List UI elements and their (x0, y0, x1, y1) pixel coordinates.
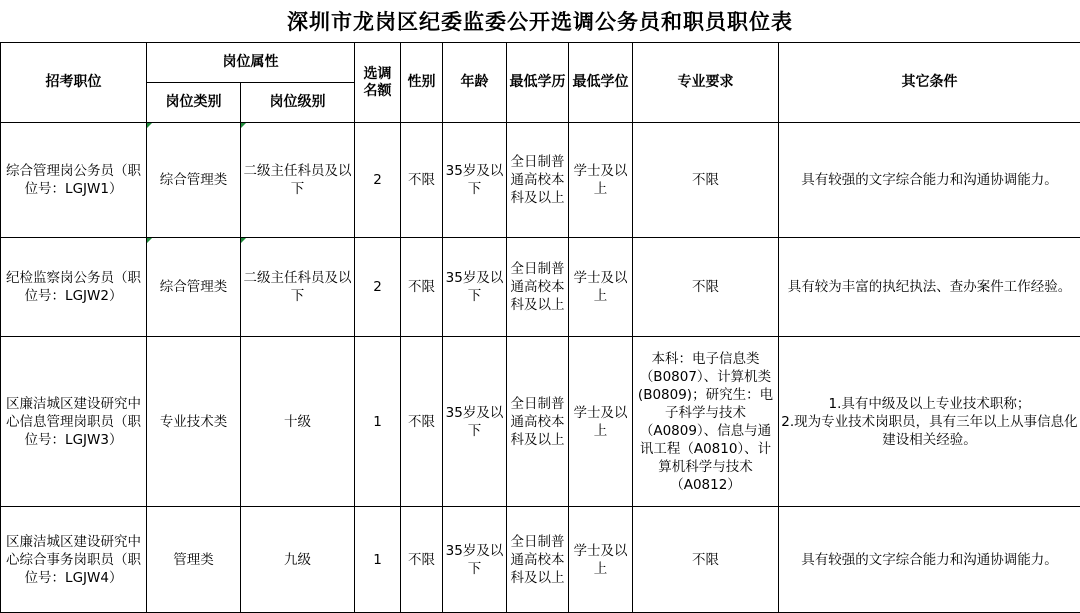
cell-gender: 不限 (401, 337, 443, 507)
header-position: 招考职位 (1, 43, 147, 123)
header-attr-type: 岗位类别 (147, 83, 241, 123)
cell-level: 二级主任科员及以下 (241, 238, 355, 337)
cell-quota: 2 (355, 238, 401, 337)
header-education: 最低学历 (507, 43, 569, 123)
cell-gender: 不限 (401, 238, 443, 337)
header-major: 专业要求 (633, 43, 779, 123)
cell-degree: 学士及以上 (569, 123, 633, 238)
cell-type: 管理类 (147, 507, 241, 613)
cell-gender: 不限 (401, 507, 443, 613)
cell-degree: 学士及以上 (569, 238, 633, 337)
cell-other: 具有较强的文字综合能力和沟通协调能力。 (779, 123, 1080, 238)
cell-major: 不限 (633, 123, 779, 238)
cell-quota: 2 (355, 123, 401, 238)
cell-position: 综合管理岗公务员（职位号：LGJW1） (1, 123, 147, 238)
cell-education: 全日制普通高校本科及以上 (507, 507, 569, 613)
cell-age: 35岁及以下 (443, 123, 507, 238)
cell-quota: 1 (355, 337, 401, 507)
cell-position: 区廉洁城区建设研究中心信息管理岗职员（职位号：LGJW3） (1, 337, 147, 507)
cell-degree: 学士及以上 (569, 507, 633, 613)
table-row (1, 507, 1080, 613)
cell-other: 具有较为丰富的执纪执法、查办案件工作经验。 (779, 238, 1080, 337)
header-row-1 (1, 43, 1080, 83)
cell-education: 全日制普通高校本科及以上 (507, 123, 569, 238)
cell-major: 不限 (633, 507, 779, 613)
table-row (1, 238, 1080, 337)
header-age: 年龄 (443, 43, 507, 123)
header-quota: 选调名额 (355, 43, 401, 123)
cell-degree: 学士及以上 (569, 337, 633, 507)
table-row (1, 123, 1080, 238)
header-other: 其它条件 (779, 43, 1080, 123)
header-attr-level: 岗位级别 (241, 83, 355, 123)
cell-position: 区廉洁城区建设研究中心综合事务岗职员（职位号：LGJW4） (1, 507, 147, 613)
page-title: 深圳市龙岗区纪委监委公开选调公务员和职员职位表 (0, 0, 1080, 42)
cell-age: 35岁及以下 (443, 507, 507, 613)
cell-type: 综合管理类 (147, 123, 241, 238)
cell-major: 本科：电子信息类（B0807）、计算机类(B0809)；研究生：电子科学与技术（A0809）、信息与通讯工程（A0810）、计算机科学与技术（A0812） (633, 337, 779, 507)
header-degree: 最低学位 (569, 43, 633, 123)
cell-education: 全日制普通高校本科及以上 (507, 337, 569, 507)
positions-table (0, 42, 1080, 613)
cell-position: 纪检监察岗公务员（职位号：LGJW2） (1, 238, 147, 337)
cell-level: 二级主任科员及以下 (241, 123, 355, 238)
cell-major: 不限 (633, 238, 779, 337)
cell-other: 具有较强的文字综合能力和沟通协调能力。 (779, 507, 1080, 613)
cell-type: 专业技术类 (147, 337, 241, 507)
table-row (1, 337, 1080, 507)
cell-education: 全日制普通高校本科及以上 (507, 238, 569, 337)
cell-quota: 1 (355, 507, 401, 613)
header-attr-group: 岗位属性 (147, 43, 355, 83)
cell-level: 九级 (241, 507, 355, 613)
header-gender: 性别 (401, 43, 443, 123)
cell-age: 35岁及以下 (443, 238, 507, 337)
cell-other: 1.具有中级及以上专业技术职称； 2.现为专业技术岗职员，具有三年以上从事信息化建设相关经验。 (779, 337, 1080, 507)
cell-level: 十级 (241, 337, 355, 507)
cell-type: 综合管理类 (147, 238, 241, 337)
cell-gender: 不限 (401, 123, 443, 238)
cell-age: 35岁及以下 (443, 337, 507, 507)
